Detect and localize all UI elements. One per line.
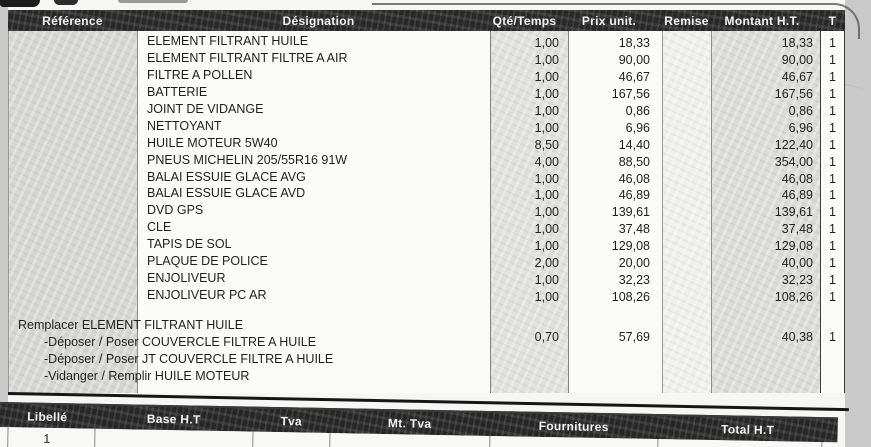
cell-qty: 1,00 xyxy=(534,188,559,203)
column-border xyxy=(489,436,490,447)
cell-designation: ELEMENT FILTRANT FILTRE A AIR xyxy=(147,51,348,66)
scan-smudge xyxy=(54,0,78,5)
table-row xyxy=(8,117,845,134)
cell-unit-price: 129,08 xyxy=(611,239,650,254)
cell-tax-code: 1 xyxy=(829,256,836,271)
column-header-fournitures: Fournitures xyxy=(538,418,609,434)
table-row xyxy=(8,151,845,168)
table-row xyxy=(8,50,845,67)
cell-unit-price: 20,00 xyxy=(618,256,650,271)
cell-designation: DVD GPS xyxy=(147,203,204,218)
cell-amount: 46,67 xyxy=(781,70,813,85)
cell-tax-code: 1 xyxy=(829,272,836,287)
cell-designation: HUILE MOTEUR 5W40 xyxy=(147,135,278,150)
cell-tax-code: 1 xyxy=(829,154,836,169)
column-header-discount: Remise xyxy=(664,13,709,28)
cell-qty: 2,00 xyxy=(534,256,559,271)
cell-qty: 1,00 xyxy=(534,171,559,186)
cell-qty: 1,00 xyxy=(534,289,559,304)
labor-operation-line: -Déposer / Poser COUVERCLE FILTRE A HUILE xyxy=(44,334,317,349)
cell-amount: 6,96 xyxy=(788,120,813,135)
cell-fournitures xyxy=(489,436,657,447)
cell-designation: CLE xyxy=(147,220,172,235)
column-header-total-ht: Total H.T xyxy=(720,421,775,437)
cell-qty: 1,00 xyxy=(534,222,559,237)
cell-qty: 4,00 xyxy=(534,154,559,169)
cell-designation: BALAI ESSUIE GLACE AVD xyxy=(147,186,306,201)
scan-smudge xyxy=(0,0,40,7)
cell-designation: BATTERIE xyxy=(147,85,208,100)
labor-operation-line: -Vidanger / Remplir HUILE MOTEUR xyxy=(44,368,250,383)
labor-values-row xyxy=(8,329,845,346)
cell-amount: 167,56 xyxy=(774,87,813,102)
cell-tax-code: 1 xyxy=(829,330,836,344)
cell-libelle: 1 xyxy=(43,431,51,446)
items-table-header xyxy=(8,10,845,31)
cell-amount: 46,08 xyxy=(781,171,813,186)
column-border xyxy=(329,433,330,447)
column-header-libelle: Libellé xyxy=(27,409,68,424)
table-row xyxy=(8,236,845,253)
cell-qty: 1,00 xyxy=(534,70,559,85)
cell-designation: TAPIS DE SOL xyxy=(147,237,232,252)
cell-designation: BALAI ESSUIE GLACE AVG xyxy=(147,169,306,184)
cell-unit-price: 139,61 xyxy=(611,205,650,220)
table-row xyxy=(8,185,845,202)
scan-smudge xyxy=(118,0,188,3)
cell-tax-code: 1 xyxy=(829,53,836,68)
column-border xyxy=(657,439,658,447)
items-table-body xyxy=(8,31,845,393)
table-row xyxy=(8,101,845,118)
cell-unit-price: 88,50 xyxy=(618,154,650,169)
column-header-mt-tva: Mt. Tva xyxy=(387,415,432,431)
cell-discount xyxy=(662,329,711,346)
cell-designation: ENJOLIVEUR PC AR xyxy=(147,287,267,302)
cell-unit-price: 18,33 xyxy=(618,36,650,51)
cell-qty: 1,00 xyxy=(534,36,559,51)
cell-reference xyxy=(8,329,137,346)
cell-amount: 18,33 xyxy=(781,36,813,51)
table-row xyxy=(8,67,845,84)
cell-qty: 1,00 xyxy=(534,104,559,118)
cell-unit-price: 90,00 xyxy=(618,53,650,68)
cell-designation: NETTOYANT xyxy=(147,118,222,133)
cell-designation: JOINT DE VIDANGE xyxy=(147,102,264,116)
column-header-designation: Désignation xyxy=(282,13,355,28)
cell-amount: 108,26 xyxy=(774,289,813,304)
cell-amount: 90,00 xyxy=(781,53,813,68)
cell-qty: 1,00 xyxy=(534,120,559,135)
labor-designation-text: Remplacer ELEMENT FILTRANT HUILE xyxy=(18,317,244,332)
column-header-amount: Montant H.T. xyxy=(724,13,800,28)
table-row xyxy=(8,84,845,101)
cell-amount: 0,86 xyxy=(788,104,813,118)
cell-amount: 139,61 xyxy=(774,205,813,220)
table-row xyxy=(8,134,845,151)
cell-tax-code: 1 xyxy=(829,188,836,203)
column-header-tax: T xyxy=(828,13,837,28)
table-row xyxy=(8,168,845,185)
table-row xyxy=(8,33,845,50)
cell-qty: 1,00 xyxy=(534,53,559,68)
column-header-base-ht: Base H.T xyxy=(146,411,201,427)
cell-qty: 8,50 xyxy=(534,137,559,152)
cell-qty: 0,70 xyxy=(534,330,559,344)
cell-unit-price: 46,67 xyxy=(618,70,650,85)
cell-amount: 40,38 xyxy=(781,330,813,344)
cell-tax-code: 1 xyxy=(829,137,836,152)
cell-unit-price: 57,69 xyxy=(618,330,650,344)
labor-block xyxy=(8,316,845,384)
cell-amount: 40,00 xyxy=(781,256,813,271)
cell-unit-price: 46,89 xyxy=(618,188,650,203)
cell-tax-code: 1 xyxy=(829,289,836,304)
column-border xyxy=(821,442,822,447)
cell-amount: 354,00 xyxy=(774,154,813,169)
cell-mt-tva xyxy=(329,433,489,447)
cell-base-ht xyxy=(94,429,252,447)
cell-tax-code: 1 xyxy=(829,171,836,186)
column-header-qty: Qté/Temps xyxy=(492,13,557,28)
cell-tax-code: 1 xyxy=(829,205,836,220)
column-header-reference: Référence xyxy=(42,13,103,28)
cell-amount: 122,40 xyxy=(774,137,813,152)
cell-unit-price: 14,40 xyxy=(618,137,650,152)
cell-unit-price: 46,08 xyxy=(618,171,650,186)
cell-tva xyxy=(252,432,329,447)
cell-designation xyxy=(137,329,490,346)
cell-designation: PLAQUE DE POLICE xyxy=(147,254,268,269)
cell-unit-price: 108,26 xyxy=(611,289,650,304)
cell-qty: 1,00 xyxy=(534,205,559,220)
cell-tax-code: 1 xyxy=(829,36,836,51)
cell-designation: FILTRE A POLLEN xyxy=(147,68,253,83)
table-row xyxy=(8,286,845,303)
cell-unit-price: 0,86 xyxy=(625,104,650,118)
cell-unit-price: 32,23 xyxy=(618,272,650,287)
table-row xyxy=(8,202,845,219)
table-row xyxy=(8,219,845,236)
cell-designation: PNEUS MICHELIN 205/55R16 91W xyxy=(147,152,348,167)
cell-qty: 1,00 xyxy=(534,239,559,254)
column-header-tva: Tva xyxy=(280,413,303,429)
cell-amount: 32,23 xyxy=(781,272,813,287)
cell-designation: ENJOLIVEUR xyxy=(147,270,226,285)
cell-tax-code: 1 xyxy=(829,87,836,102)
cell-amount: 129,08 xyxy=(774,239,813,254)
cell-amount: 37,48 xyxy=(781,222,813,237)
table-row xyxy=(8,253,845,270)
cell-qty: 1,00 xyxy=(534,87,559,102)
column-header-unit-price: Prix unit. xyxy=(581,13,637,28)
cell-unit-price: 37,48 xyxy=(618,222,650,237)
cell-tax-code: 1 xyxy=(829,239,836,254)
cell-qty: 1,00 xyxy=(534,272,559,287)
cell-designation: ELEMENT FILTRANT HUILE xyxy=(147,34,309,49)
table-row xyxy=(8,269,845,286)
cell-tax-code: 1 xyxy=(829,70,836,85)
cell-tax-code: 1 xyxy=(829,104,836,118)
items-rows xyxy=(8,33,845,303)
cell-tax-code: 1 xyxy=(829,120,836,135)
cell-amount: 46,89 xyxy=(781,188,813,203)
cell-tax-code: 1 xyxy=(829,222,836,237)
cell-unit-price: 6,96 xyxy=(625,120,650,135)
labor-operation-line: -Déposer / Poser JT COUVERCLE FILTRE A HUILE xyxy=(44,351,334,366)
cell-unit-price: 167,56 xyxy=(611,87,650,102)
